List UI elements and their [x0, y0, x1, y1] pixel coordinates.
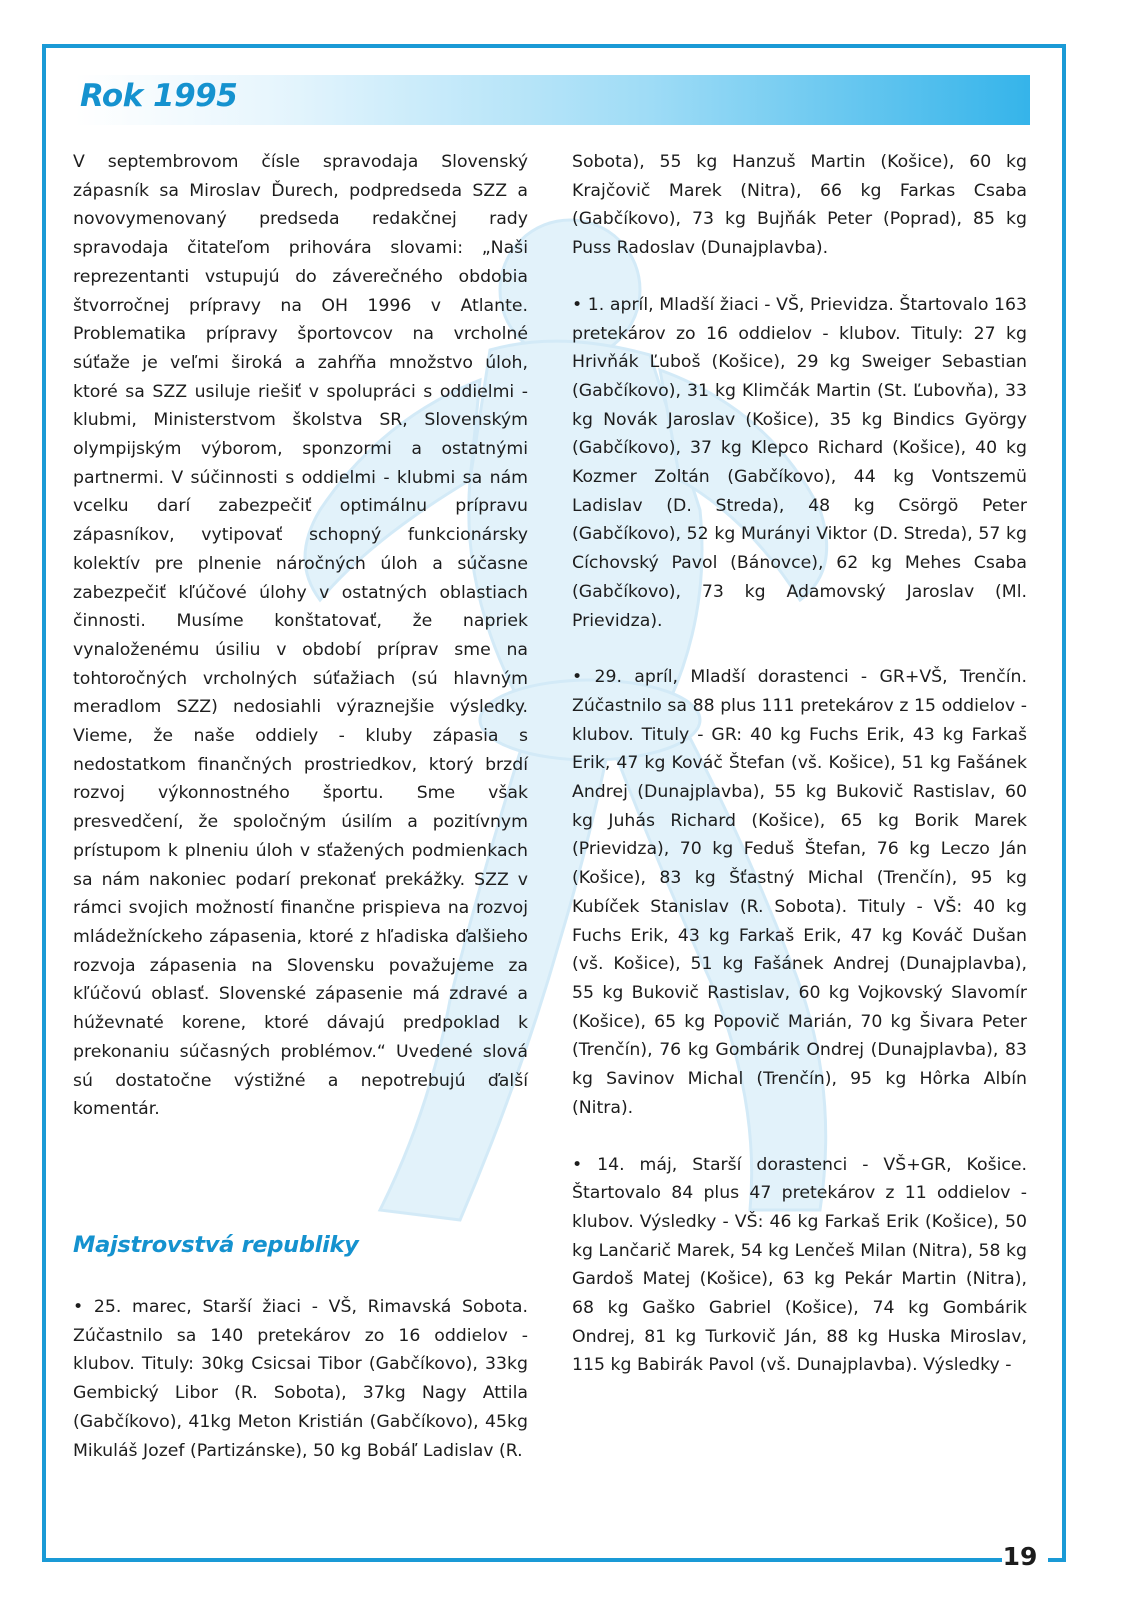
page-frame-bottom	[42, 1558, 1002, 1562]
results-column-right	[572, 148, 1027, 1380]
intro-column	[73, 148, 528, 1124]
event-paragraph-start: • 25. marec, Starší žiaci - VŠ, Rimavská Sobota. Zúčastnilo sa 140 pretekárov zo 16 oddielov - klubov. Tituly: 30kg Csicsai Tibor (Gabčíkovo), 33kg Gembický Libor (R. Sobota), 37kg Nagy Attila (Gabčíkovo), 41kg Meton Kristián (Gabčíkovo), 45kg Mikuláš Jozef (Partizánske), 50 kg Bobáľ Ladislav (R.	[73, 1297, 528, 1461]
intro-paragraph: V septembrovom čísle spravodaja Slovenský zápasník sa Miroslav Ďurech, podpredseda SZZ a novovymenovaný predseda redakčnej rady spravodaja čitateľom prihovára slovami: „Naši reprezentanti vstupujú do záverečného obdobia štvorročnej prípravy na OH 1996 v Atlante. Problematika prípravy športovcov na vrcholné súťaže je veľmi široká a zahŕňa množstvo úloh, ktoré sa SZZ usiluje riešiť v spolupráci s oddielmi - klubmi, Ministerstvom školstva SR, Slovenským olympijským výborom, sponzormi a ostatnými partnermi. V súčinnosti s oddielmi - klubmi sa nám vcelku darí zabezpečiť optimálnu prípravu zápasníkov, vytipovať schopný funkcionársky kolektív pre plnenie náročných úloh a súčasne zabezpečiť kľúčové úlohy v ostatných oblastiach činnosti. Musíme konštatovať, že napriek vynaloženému úsiliu v období príprav sme na tohtoročných vrcholných súťažiach (sú hlavným meradlom SZZ) nedosiahli výraznejšie výsledky. Vieme, že naše oddiely - kluby zápasia s nedostatkom finančných prostriedkov, ktorý brzdí rozvoj výkonnostného športu. Sme však presvedčení, že spoločným úsilím a pozitívnym prístupom k plneniu úloh v sťažených podmienkach sa nám nakoniec podarí prekonať prekážky. SZZ v rámci svojich možností finančne prispieva na rozvoj mládežníckeho zápasenia, ktoré z hľadiska ďalšieho rozvoja zápasenia na Slovensku považujeme za kľúčovú oblasť. Slovenské zápasenie má zdravé a húževnaté korene, ktoré dávajú predpoklad k prekonaniu súčasných problémov.“ Uvedené slová sú dostatočne výstižné a nepotrebujú ďalší komentár.	[73, 152, 528, 1120]
page-title: Rok 1995	[80, 78, 238, 114]
results-column-left	[73, 1293, 528, 1465]
section-heading: Majstrovstvá republiky	[73, 1232, 359, 1258]
page-frame-top	[42, 44, 1066, 48]
page-number: 19	[1002, 1542, 1038, 1571]
event-paragraph: • 14. máj, Starší dorastenci - VŠ+GR, Košice. Štartovalo 84 plus 47 pretekárov z 11 oddielov - klubov. Výsledky - VŠ: 46 kg Farkaš Erik (Košice), 50 kg Lančarič Marek, 54 kg Lenčeš Milan (Nitra), 58 kg Gardoš Matej (Košice), 63 kg Pekár Martin (Nitra), 68 kg Gaško Gabriel (Košice), 74 kg Gombárik Ondrej, 81 kg Turkovič Ján, 88 kg Huska Miroslav, 115 kg Babirák Pavol (vš. Dunajplavba). Výsledky -	[572, 1154, 1027, 1376]
event-paragraph: • 1. apríl, Mladší žiaci - VŠ, Prievidza. Štartovalo 163 pretekárov zo 16 oddielov - klubov. Tituly: 27 kg Hrivňák Ľuboš (Košice), 29 kg Sweiger Sebastian (Gabčíkovo), 31 kg Klimčák Martin (St. Ľubovňa), 33 kg Novák Jaroslav (Košice), 35 kg Bindics György (Gabčíkovo), 37 kg Klepco Richard (Košice), 40 kg Kozmer Zoltán (Gabčíkovo), 44 kg Vontszemü Ladislav (D. Streda), 48 kg Csörgö Peter (Gabčíkovo), 52 kg Murányi Viktor (D. Streda), 57 kg Cíchovský Pavol (Bánovce), 62 kg Mehes Csaba (Gabčíkovo), 73 kg Adamovský Jaroslav (Ml. Prievidza).	[572, 294, 1027, 631]
event-paragraph: • 29. apríl, Mladší dorastenci - GR+VŠ, Trenčín. Zúčastnilo sa 88 plus 111 pretekárov z 15 oddielov - klubov. Tituly - GR: 40 kg Fuchs Erik, 43 kg Farkaš Erik, 47 kg Kováč Štefan (vš. Košice), 51 kg Fašánek Andrej (Dunajplavba), 55 kg Bukovič Rastislav, 60 kg Juhás Richard (Košice), 65 kg Borik Marek (Prievidza), 70 kg Feduš Štefan, 76 kg Leczo Ján (Košice), 83 kg Šťastný Michal (Trenčín), 95 kg Kubíček Stanislav (R. Sobota). Tituly - VŠ: 40 kg Fuchs Erik, 43 kg Farkaš Erik, 47 kg Kováč Dušan (vš. Košice), 51 kg Fašánek Andrej (Dunajplavba), 55 kg Bukovič Rastislav, 60 kg Vojkovský Slavomír (Košice), 65 kg Popovič Marián, 70 kg Šivara Peter (Trenčín), 76 kg Gombárik Ondrej (Dunajplavba), 83 kg Savinov Michal (Trenčín), 95 kg Hôrka Albín (Nitra).	[572, 667, 1027, 1118]
page-frame-right	[1062, 44, 1066, 1562]
event-paragraph-continued: Sobota), 55 kg Hanzuš Martin (Košice), 60 kg Krajčovič Marek (Nitra), 66 kg Farkas Csaba (Gabčíkovo), 73 kg Bujňák Peter (Poprad), 85 kg Puss Radoslav (Dunajplavba).	[572, 152, 1027, 259]
page-frame-left	[42, 44, 46, 1562]
page-frame-bottom-tail	[1048, 1558, 1066, 1562]
